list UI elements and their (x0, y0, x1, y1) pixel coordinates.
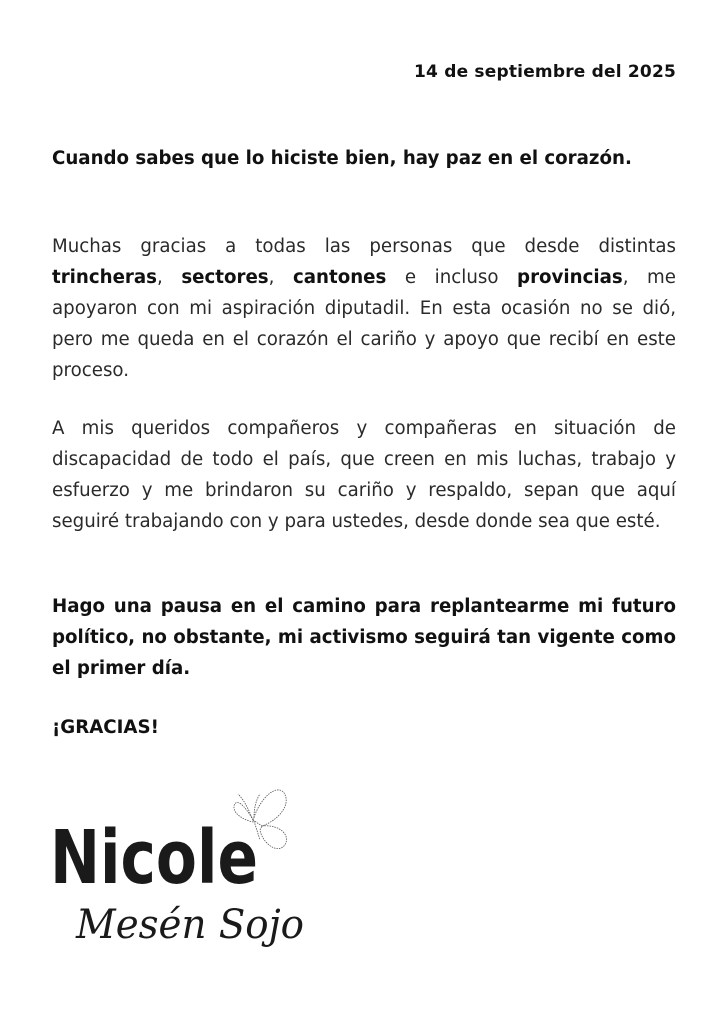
thanks-text-2: , (156, 267, 182, 288)
thanks-text-1: Muchas gracias a todas las personas que desde distintas (52, 236, 676, 257)
bold-trincheras: trincheras (52, 267, 157, 288)
signature-surnames: Mesén Sojo (75, 902, 304, 948)
thanks-paragraph (52, 231, 676, 386)
bold-provincias: provincias (517, 267, 623, 288)
bold-cantones: cantones (293, 267, 387, 288)
disability-paragraph: A mis queridos compañeros y compañeras en situación de discapacidad de todo el país, que creen en mis luchas, trabajo y esfuerzo y me brindaron su cariño y respaldo, sepan que aquí seguiré trabajando con y para ustedes, desde donde sea que esté. (52, 418, 676, 532)
thanks-text-3: , (268, 267, 293, 288)
pause-paragraph: Hago una pausa en el camino para replantearme mi futuro político, no obstante, mi activismo seguirá tan vigente como el primer día. (52, 596, 676, 679)
closing-thanks: ¡GRACIAS! (52, 717, 159, 738)
letter-heading: Cuando sabes que lo hiciste bien, hay paz en el corazón. (52, 148, 632, 169)
thanks-text-5: , me apoyaron con mi aspiración diputadil. En esta ocasión no se dió, pero me queda en el corazón el cariño y apoyo que recibí en este proceso. (52, 267, 676, 381)
signature-first-name: Nicole (50, 815, 258, 901)
bold-sectores: sectores (181, 267, 269, 288)
thanks-text-4: e incluso (386, 267, 518, 288)
signature-logo (48, 780, 328, 970)
signature-svg (48, 780, 328, 970)
letter-date: 14 de septiembre del 2025 (414, 62, 676, 82)
